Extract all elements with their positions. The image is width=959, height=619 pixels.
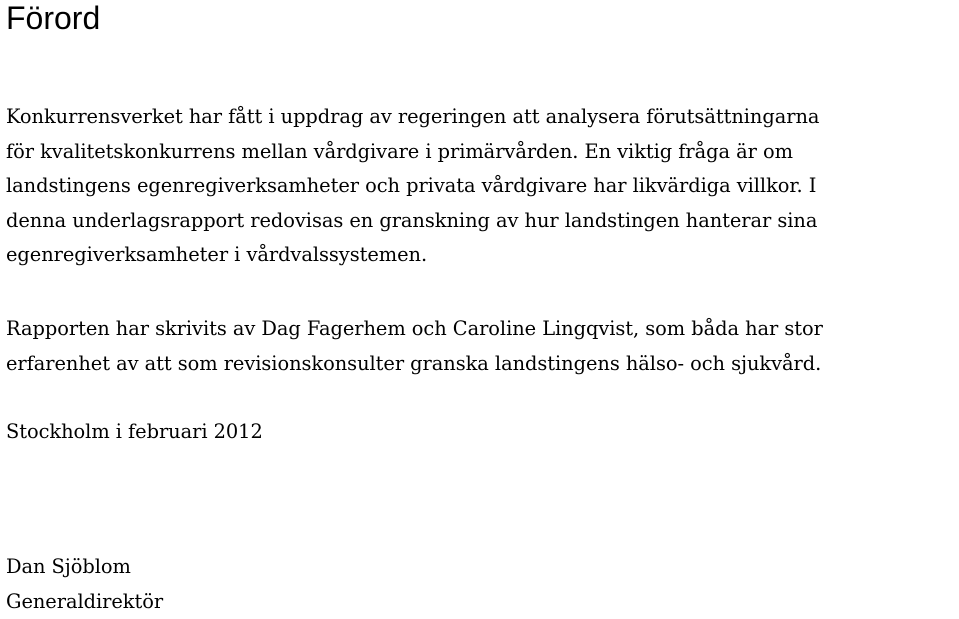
paragraph-line: erfarenhet av att som revisionskonsulter granska landstingens hälso- och sjukvård. — [6, 347, 823, 382]
signatory-name: Dan Sjöblom — [6, 550, 163, 585]
place-and-date: Stockholm i februari 2012 — [6, 415, 263, 450]
paragraph-line: landstingens egenregiverksamheter och privata vårdgivare har likvärdiga villkor. I — [6, 169, 819, 204]
paragraph-line: Konkurrensverket har fått i uppdrag av regeringen att analysera förutsättningarna — [6, 100, 819, 135]
paragraph-line: denna underlagsrapport redovisas en granskning av hur landstingen hanterar sina — [6, 204, 819, 239]
paragraph-line: Rapporten har skrivits av Dag Fagerhem och Caroline Lingqvist, som båda har stor — [6, 312, 823, 347]
authors-paragraph — [6, 312, 823, 381]
document-page — [6, 0, 956, 611]
paragraph-line: egenregiverksamheter i vårdvalssystemen. — [6, 238, 819, 273]
paragraph-line: för kvalitetskonkurrens mellan vårdgivare i primärvården. En viktig fråga är om — [6, 135, 819, 170]
intro-paragraph — [6, 100, 819, 273]
signatory-title: Generaldirektör — [6, 585, 163, 619]
page-title: Förord — [6, 0, 100, 38]
signature-block — [6, 550, 163, 619]
